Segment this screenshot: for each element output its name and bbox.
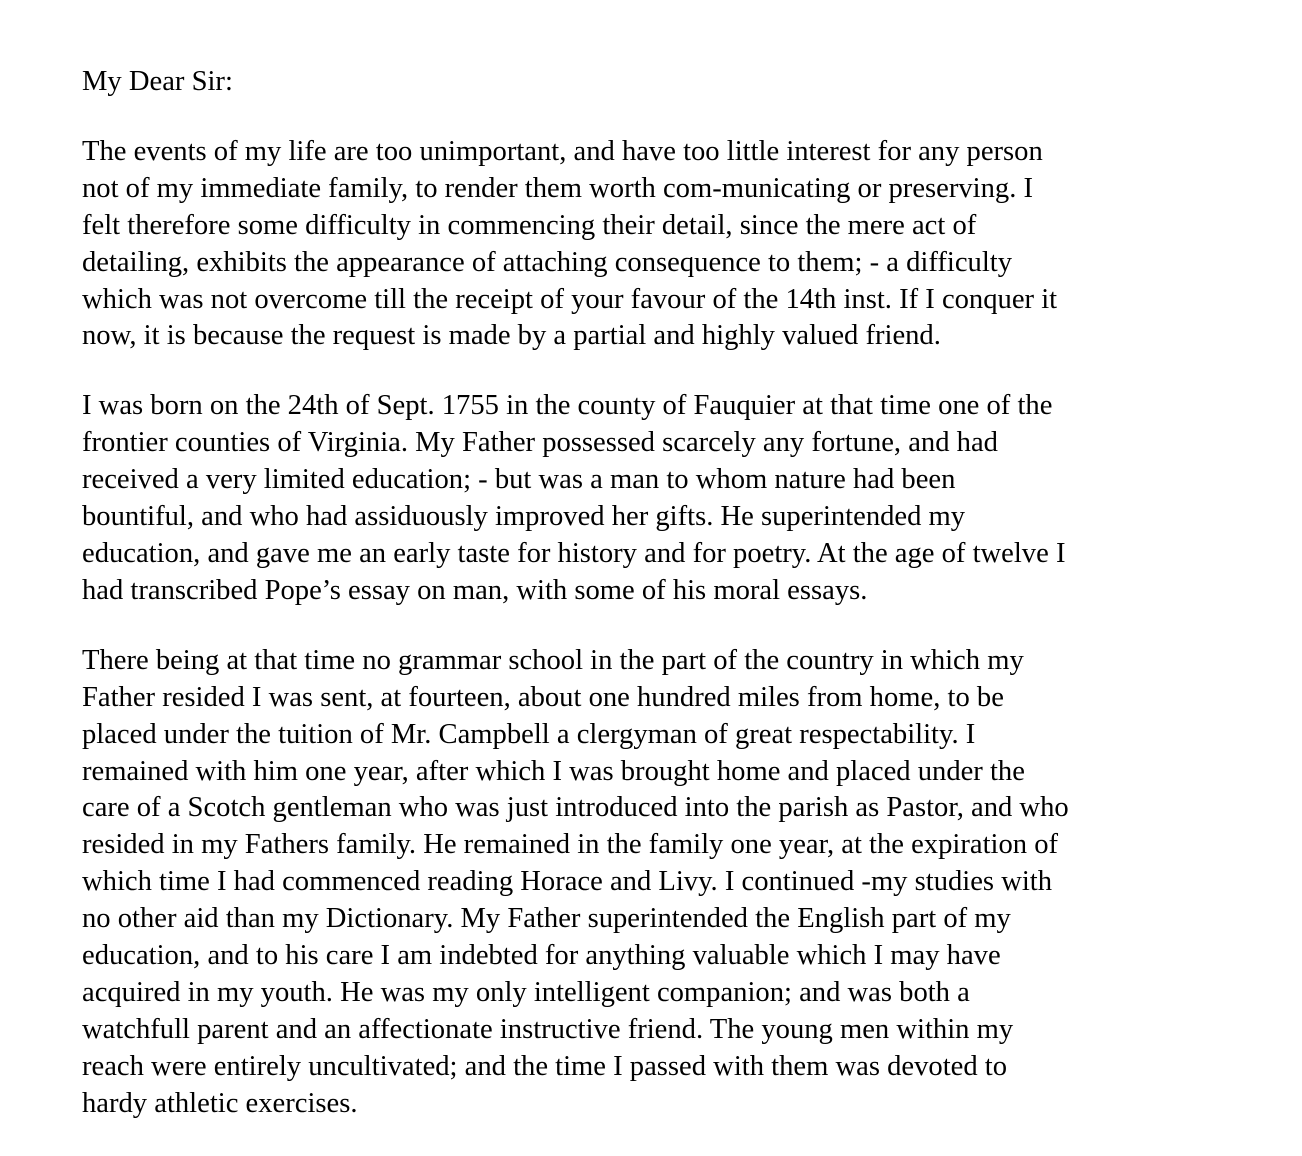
text-line: received a very limited education; - but was a man to whom nature had been (82, 464, 956, 496)
text-line: frontier counties of Virginia. My Father possessed scarcely any fortune, and had (82, 427, 998, 459)
text-line: acquired in my youth. He was my only intelligent companion; and was both a (82, 976, 970, 1008)
text-line: no other aid than my Dictionary. My Father superintended the English part of my (82, 903, 1011, 935)
paragraph-2 (82, 388, 1282, 609)
salutation: My Dear Sir: (82, 66, 233, 97)
text-line: resided in my Fathers family. He remained in the family one year, at the expiration of (82, 829, 1059, 861)
text-line: which was not overcome till the receipt of your favour of the 14th inst. If I conquer it (82, 283, 1058, 315)
text-line: remained with him one year, after which I was brought home and placed under the (82, 755, 1025, 787)
text-line: had transcribed Pope’s essay on man, with some of his moral essays. (82, 574, 868, 606)
text-line: hardy athletic exercises. (82, 1087, 358, 1119)
text-line: bountiful, and who had assiduously improved her gifts. He superintended my (82, 501, 966, 533)
paragraph-1 (82, 134, 1282, 355)
text-line: education, and gave me an early taste for history and for poetry. At the age of twelve I (82, 537, 1066, 569)
paragraph-3 (82, 643, 1282, 1123)
text-line: There being at that time no grammar school in the part of the country in which my (82, 644, 1024, 676)
text-line: placed under the tuition of Mr. Campbell a clergyman of great respectability. I (82, 718, 976, 750)
text-line: I was born on the 24th of Sept. 1755 in the county of Fauquier at that time one of the (82, 390, 1053, 422)
text-line: which time I had commenced reading Horace and Livy. I continued -my studies with (82, 866, 1053, 898)
text-line: watchfull parent and an affectionate instructive friend. The young men within my (82, 1013, 1014, 1045)
text-line: not of my immediate family, to render them worth com-municating or preserving. I (82, 172, 1034, 204)
text-line: now, it is because the request is made by a partial and highly valued friend. (82, 320, 941, 352)
text-line: care of a Scotch gentleman who was just introduced into the parish as Pastor, and who (82, 792, 1069, 824)
text-line: felt therefore some difficulty in commencing their detail, since the mere act of (82, 209, 977, 241)
text-line: reach were entirely uncultivated; and the time I passed with them was devoted to (82, 1050, 1008, 1082)
text-line: The events of my life are too unimportant, and have too little interest for any person (82, 135, 1043, 167)
text-line: education, and to his care I am indebted for anything valuable which I may have (82, 940, 1001, 972)
text-line: Father resided I was sent, at fourteen, about one hundred miles from home, to be (82, 681, 1004, 713)
letter-document (82, 64, 1282, 1156)
text-line: detailing, exhibits the appearance of attaching consequence to them; - a difficulty (82, 246, 1013, 278)
